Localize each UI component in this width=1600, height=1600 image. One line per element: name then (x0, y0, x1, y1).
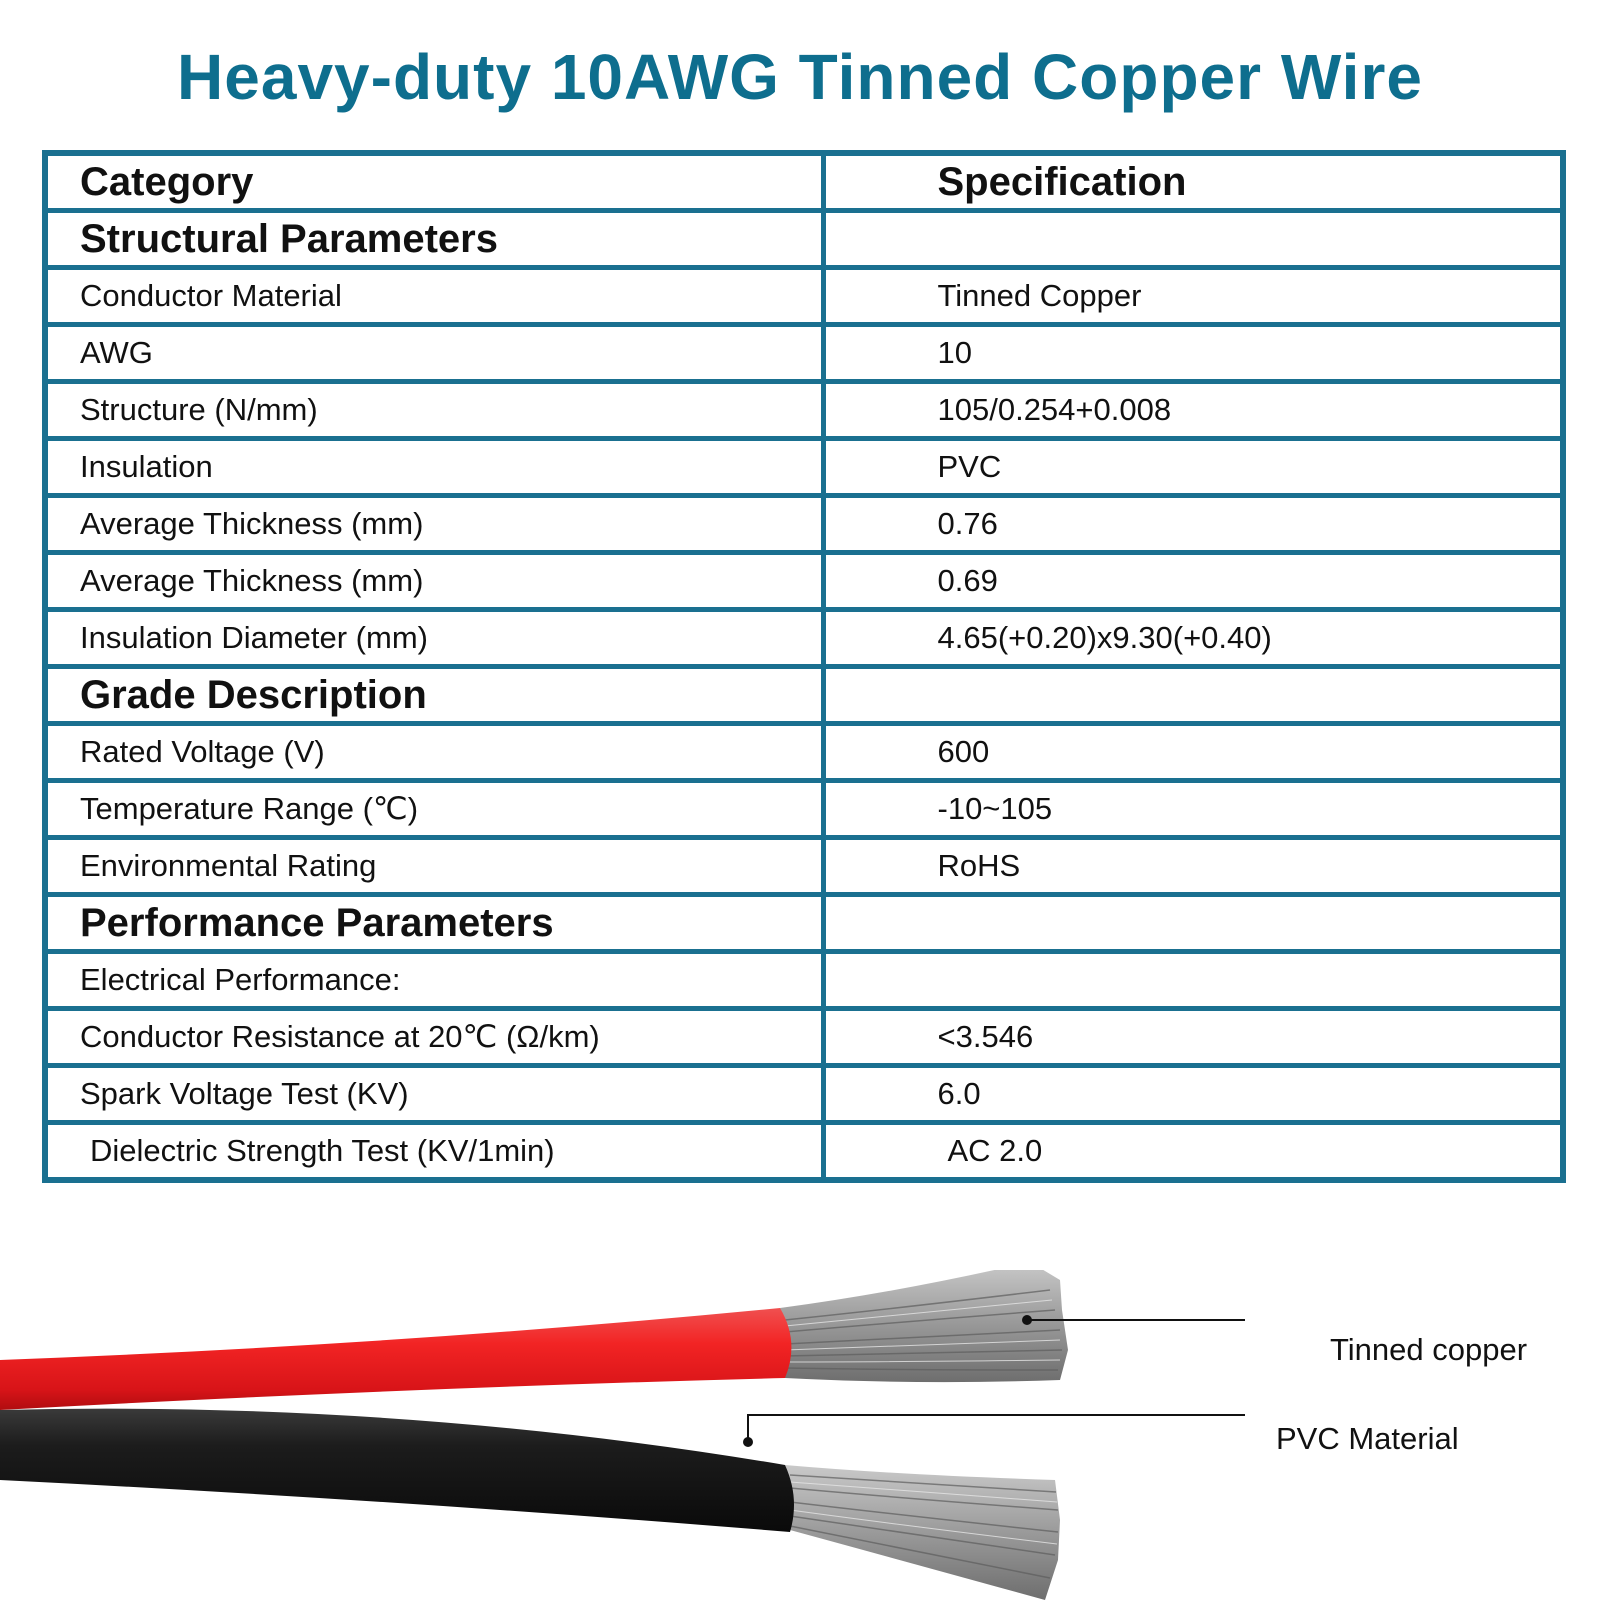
section-row (45, 211, 1563, 268)
section-value (823, 895, 1563, 952)
row-category: AWG (45, 325, 823, 382)
table-row (45, 610, 1563, 667)
row-category: Conductor Material (45, 268, 823, 325)
row-value: -10~105 (823, 781, 1563, 838)
header-category: Category (45, 153, 823, 211)
table-row (45, 1009, 1563, 1066)
row-category: Environmental Rating (45, 838, 823, 895)
table-row (45, 268, 1563, 325)
table-row (45, 1123, 1563, 1181)
section-row (45, 895, 1563, 952)
page-title: Heavy-duty 10AWG Tinned Copper Wire (177, 41, 1423, 113)
row-category: Insulation (45, 439, 823, 496)
section-title: Grade Description (45, 667, 823, 724)
table-row (45, 496, 1563, 553)
row-category: Conductor Resistance at 20℃ (Ω/km) (45, 1009, 823, 1066)
row-category: Structure (N/mm) (45, 382, 823, 439)
row-value: PVC (823, 439, 1563, 496)
row-value: 600 (823, 724, 1563, 781)
section-title: Structural Parameters (45, 211, 823, 268)
row-category: Spark Voltage Test (KV) (45, 1066, 823, 1123)
table-row (45, 325, 1563, 382)
black-wire-strands (785, 1465, 1060, 1600)
table-row (45, 1066, 1563, 1123)
row-category: Average Thickness (mm) (45, 496, 823, 553)
row-value: AC 2.0 (823, 1123, 1563, 1181)
table-header-row (45, 153, 1563, 211)
table-row (45, 439, 1563, 496)
row-value (823, 952, 1563, 1009)
row-value: 0.69 (823, 553, 1563, 610)
row-category: Rated Voltage (V) (45, 724, 823, 781)
table-row (45, 781, 1563, 838)
row-value: 10 (823, 325, 1563, 382)
section-value (823, 667, 1563, 724)
row-value: Tinned Copper (823, 268, 1563, 325)
section-title: Performance Parameters (45, 895, 823, 952)
row-value: RoHS (823, 838, 1563, 895)
table-row (45, 838, 1563, 895)
red-wire-strands (780, 1270, 1068, 1382)
section-value (823, 211, 1563, 268)
spec-table (42, 150, 1566, 1183)
row-value: <3.546 (823, 1009, 1563, 1066)
callout-pvc-material: PVC Material (1276, 1421, 1459, 1456)
callout-tinned-copper: Tinned copper (1330, 1332, 1528, 1367)
row-category: Electrical Performance: (45, 952, 823, 1009)
table-row (45, 952, 1563, 1009)
row-category: Temperature Range (℃) (45, 781, 823, 838)
row-value: 105/0.254+0.008 (823, 382, 1563, 439)
table-row (45, 553, 1563, 610)
row-category: Insulation Diameter (mm) (45, 610, 823, 667)
black-wire-insulation (0, 1409, 794, 1532)
header-specification: Specification (823, 153, 1563, 211)
row-value: 4.65(+0.20)x9.30(+0.40) (823, 610, 1563, 667)
row-value: 0.76 (823, 496, 1563, 553)
row-category: Dielectric Strength Test (KV/1min) (45, 1123, 823, 1181)
row-value: 6.0 (823, 1066, 1563, 1123)
section-row (45, 667, 1563, 724)
table-row (45, 382, 1563, 439)
red-wire-insulation (0, 1308, 791, 1410)
table-row (45, 724, 1563, 781)
row-category: Average Thickness (mm) (45, 553, 823, 610)
